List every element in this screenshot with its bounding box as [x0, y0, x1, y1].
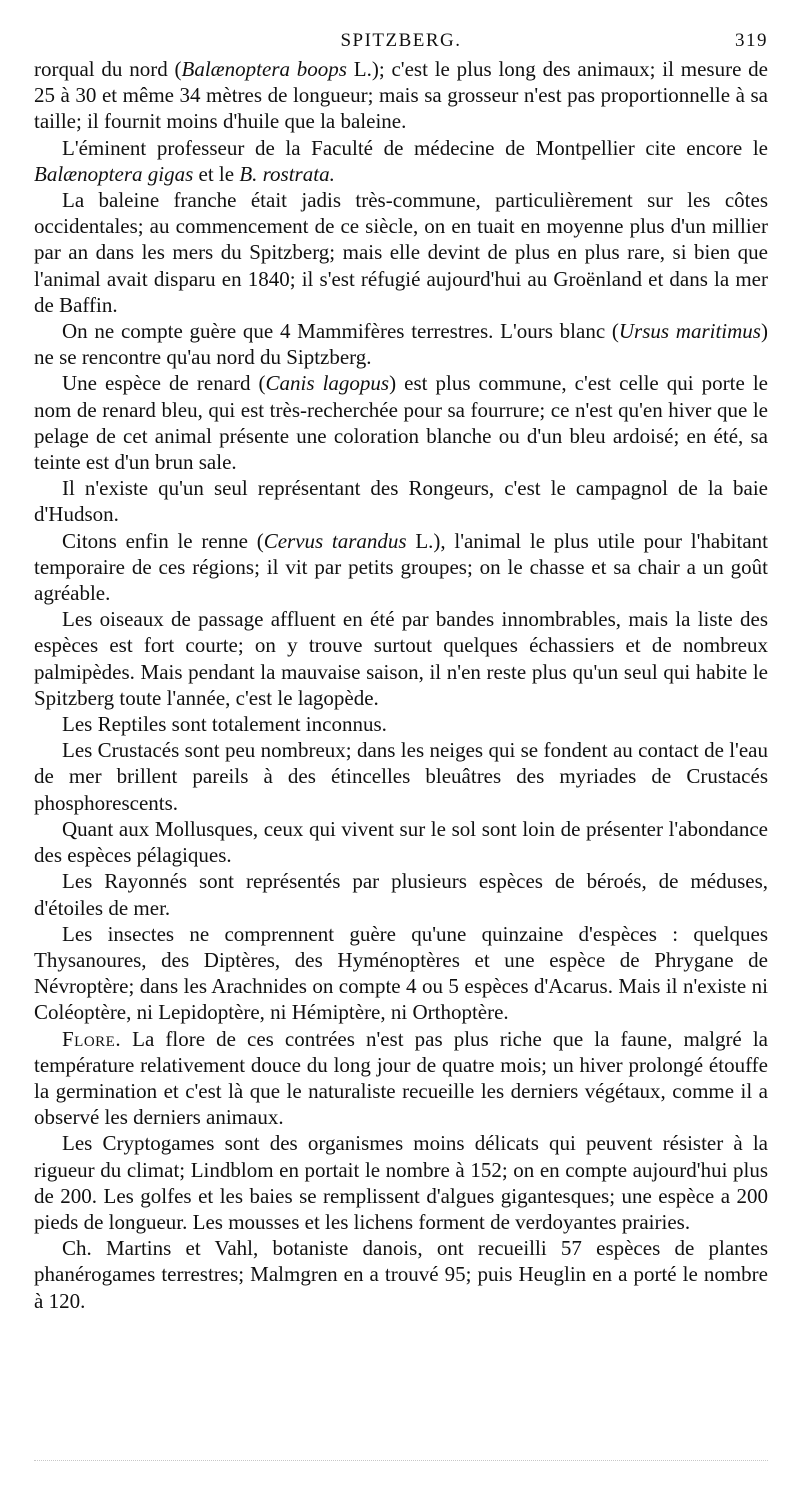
paragraph	[34, 868, 768, 920]
text-run: Quant aux Mollusques, ceux qui vivent sur le sol sont loin de présenter l'abondance des espèces pélagiques.	[34, 816, 768, 868]
running-title: SPITZBERG.	[340, 30, 462, 51]
paragraph	[34, 1235, 768, 1314]
paragraph	[34, 56, 768, 135]
text-run: Les insectes ne comprennent guère qu'une quinzaine d'espèces : quelques Thysanoures, des Diptères, des Hyménoptères et une espèce de Phrygane de Névroptère; dans les Arachnides on compte 4 ou 5 espèces d'Acarus. Mais il n'existe ni Coléoptère, ni Lepidoptère, ni Hémiptère, ni Orthoptère.	[34, 921, 768, 1025]
text-run: L'éminent professeur de la Faculté de médecine de Montpellier cite encore le	[62, 135, 768, 160]
text-run: Une espèce de renard (	[62, 371, 266, 396]
text-run: Il n'existe qu'un seul représentant des Rongeurs, c'est le campagnol de la baie d'Hudson.	[34, 476, 768, 527]
text-run: Les Crustacés sont peu nombreux; dans les neiges qui se fondent au contact de l'eau de mer brillent pareils à des étincelles bleuâtres des myriades de Crustacés phosphorescents.	[34, 738, 768, 815]
text-run: ) est plus commune, c'est celle qui porte le nom de renard bleu, qui est très-recherchée pour sa fourrure; ce n'est qu'en hiver que le pelage de cet animal présente une coloration blanche ou d'un bleu ardoisé; en été, sa teinte est d'un brun sale.	[34, 371, 768, 475]
paragraph	[34, 1130, 768, 1235]
paragraph	[34, 921, 768, 1026]
italic-term: Balænoptera gigas	[34, 161, 194, 186]
text-run: ) ne se rencontre qu'au nord du Siptzberg.	[34, 319, 768, 370]
text-run: L.), l'animal le plus utile pour l'habitant temporaire de ces régions; il vit par petits groupes; on le chasse et sa chair a un goût agréable.	[34, 528, 768, 606]
bottom-edge-artifact	[34, 1460, 768, 1465]
paragraph	[34, 475, 768, 527]
text-run: Les Reptiles sont totalement inconnus.	[62, 712, 387, 737]
italic-term: Balænoptera boops	[181, 57, 347, 81]
page-number: 319	[735, 30, 768, 51]
paragraph	[34, 711, 768, 737]
paragraph	[34, 606, 768, 711]
italic-term: Ursus maritimus	[618, 319, 761, 344]
book-page	[34, 30, 768, 1314]
text-run: La flore de ces contrées n'est pas plus riche que la faune, malgré la température relativement douce du long jour de quatre mois; un hiver prolongé étouffe la germination et c'est là que le naturaliste recueille les derniers végétaux, comme il a observé les derniers animaux.	[34, 1026, 768, 1130]
body-text	[34, 56, 768, 1314]
text-run: L.); c'est le plus long des animaux; il mesure de 25 à 30 et même 34 mètres de longueur; mais sa grosseur n'est pas proportionnelle à sa taille; il fournit moins d'huile que la baleine.	[34, 57, 769, 134]
italic-term: B. rostrata.	[239, 161, 335, 186]
text-run: Les Cryptogames sont des organismes moins délicats qui peuvent résister à la rigueur du climat; Lindblom en portait le nombre à 152; on en compte aujourd'hui plus de 200. Les golfes et les baies se remplissent d'algues gigantesques; une espèce a 200 pieds de longueur. Les mousses et les lichens forment de verdoyantes prairies.	[34, 1131, 768, 1234]
text-run: rorqual du nord (	[34, 57, 182, 81]
text-run: Citons enfin le renne (	[62, 528, 264, 553]
paragraph	[34, 135, 768, 187]
text-run: et le	[193, 161, 240, 186]
paragraph	[34, 816, 768, 868]
text-run: Les oiseaux de passage affluent en été par bandes innombrables, mais la liste des espèces est fort courte; on y trouve surtout quelques échassiers et de nombreux palmipèdes. Mais pendant la mauvaise saison, il n'en reste plus qu'un seul qui habite le Spitzberg toute l'année, c'est le lagopède.	[34, 607, 768, 710]
paragraph	[34, 528, 768, 607]
text-run: Ch. Martins et Vahl, botaniste danois, ont recueilli 57 espèces de plantes phanérogames terrestres; Malmgren en a trouvé 95; puis Heuglin en a porté le nombre à 120.	[34, 1236, 768, 1313]
paragraph	[34, 318, 768, 370]
running-head	[34, 30, 768, 56]
paragraph	[34, 737, 768, 816]
text-run: On ne compte guère que 4 Mammifères terrestres. L'ours blanc (	[62, 319, 619, 344]
section-paragraph-flore	[34, 1026, 768, 1131]
section-heading-inline: Flore.	[62, 1026, 122, 1051]
text-run: Les Rayonnés sont représentés par plusieurs espèces de béroés, de méduses, d'étoiles de mer.	[34, 869, 768, 920]
paragraph	[34, 187, 768, 318]
paragraph	[34, 370, 768, 475]
italic-term: Canis lagopus	[265, 371, 390, 396]
text-run: La baleine franche était jadis très-commune, particulièrement sur les côtes occidentales; au commencement de ce siècle, on en tuait en moyenne plus d'un millier par an dans les mers du Spitzberg; mais elle devint de plus en plus rare, si bien que l'animal avait disparu en 1840; il s'est réfugié aujourd'hui au Groënland et dans la mer de Baffin.	[34, 188, 768, 317]
italic-term: Cervus tarandus	[263, 528, 407, 553]
